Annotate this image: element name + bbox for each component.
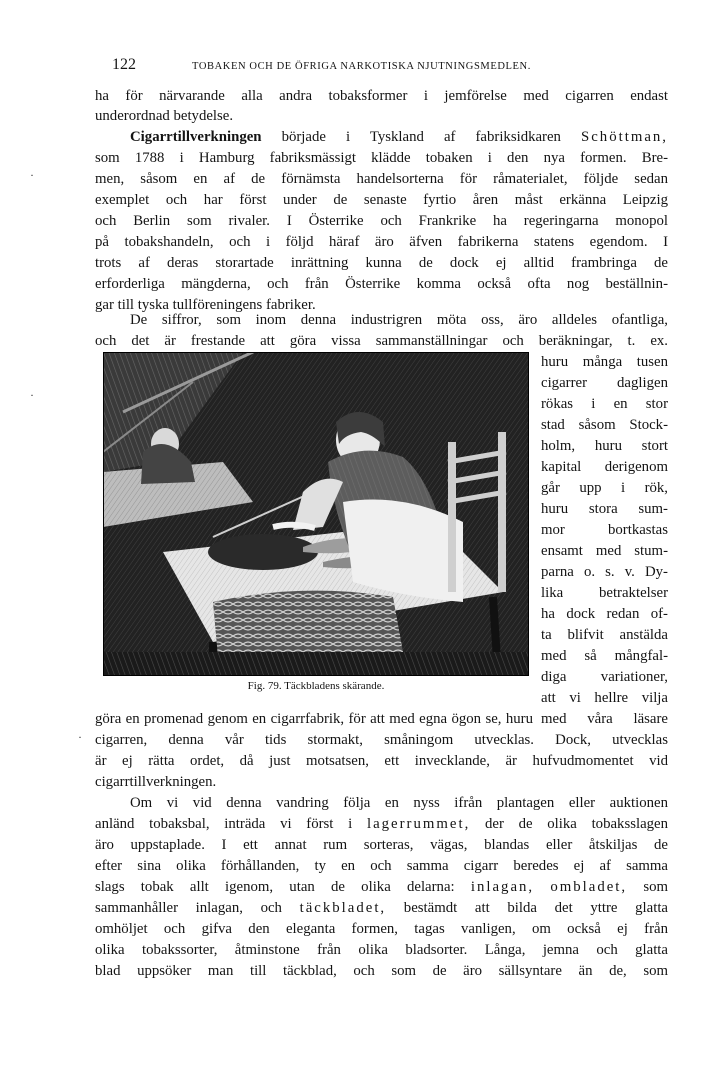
text-line: exemplet och har först under de senaste fyrtio åren måst erkänna Leipzig (95, 192, 668, 208)
text-line: ha för närvarande alla andra tobaksformer i jemförelse med cigarren endast (95, 88, 668, 104)
text-line: efter sina olika förhållanden, ty en och samma cigarr beredes ej af samma (95, 858, 668, 874)
text-line: och Berlin som rivaler. I Österrike och Frankrike ha regeringarna monopol (95, 213, 668, 229)
side-text-line: kapital derigenom (541, 459, 668, 475)
bold-term: Cigarrtillverkningen (130, 129, 262, 145)
text-span: bestämdt att bilda det yttre glatta (403, 900, 668, 916)
engraving-image (103, 352, 529, 676)
spaced-term: täckbladet, (299, 900, 387, 916)
side-text-line: med våra läsare (541, 711, 668, 727)
text-line: äro uppstaplade. I ett annat rum sorteras, vägas, blandas eller åtskiljas de (95, 837, 668, 853)
side-text-line: mor bortkastas (541, 522, 668, 538)
text-span: slags tobak allt igenom, utan de olika delarna: (95, 879, 455, 895)
spaced-term: lagerrummet, (366, 816, 471, 832)
side-text-line: holm, huru stort (541, 438, 668, 454)
side-text-line: ensamt med stum- (541, 543, 668, 559)
scan-speck: · (30, 168, 34, 182)
text-line: underordnad betydelse. (95, 108, 234, 124)
side-text-line: rökas i en stor (541, 396, 668, 412)
text-line (95, 877, 668, 897)
side-text-line: diga variationer, (541, 669, 668, 685)
side-text-line: cigarrer dagligen (541, 375, 668, 391)
text-span: började i Tyskland af fabriksidkaren (281, 129, 561, 145)
running-title: TOBAKEN OCH DE ÖFRIGA NARKOTISKA NJUTNINGSMEDLEN. (192, 61, 531, 72)
text-line: göra en promenad genom en cigarrfabrik, för att med egna ögon se, huru (95, 711, 533, 727)
text-line: cigarren, denna vår tids stormakt, småningom utvecklas. Dock, utvecklas (95, 732, 668, 748)
text-span: der de olika tobaksslagen (484, 816, 669, 832)
text-line (130, 127, 668, 147)
side-text-line: går upp i rök, (541, 480, 668, 496)
side-text-line: ta blifvit anstälda (541, 627, 668, 643)
text-line: Om vi vid denna vandring följa en nyss ifrån plantagen eller auktionen (130, 795, 668, 811)
spaced-name: Schöttman, (581, 129, 668, 145)
side-text-line: ha dock redan of- (541, 606, 668, 622)
side-text-line: huru många tusen (541, 354, 668, 370)
spaced-term: ombladet, (550, 879, 628, 895)
text-line (95, 814, 668, 834)
side-text-line: stad såsom Stock- (541, 417, 668, 433)
text-line: omhöljet och gifva den eleganta formen, tagas vanligen, om också ej från (95, 921, 668, 937)
text-line: men, såsom en af de förnämsta handelsorterna för råmaterialet, följde sedan (95, 171, 668, 187)
text-span: anländ tobaksbal, inträda vi först i (95, 816, 353, 832)
text-line: gar till tyska tullföreningens fabriker. (95, 297, 316, 313)
text-line: erforderliga mängderna, och från Österrike komma också ofta nog beställnin- (95, 276, 668, 292)
side-text-line: parna o. s. v. Dy- (541, 564, 668, 580)
text-line: på tobakshandeln, och i följd häraf äro äfven fabrikerna statens egendom. I (95, 234, 668, 250)
text-line: och det är frestande att göra vissa sammanställningar och beräkningar, t. ex. (95, 333, 668, 349)
text-line: blad uppsöker man till täckblad, och som de äro sällsyntare än de, som (95, 963, 668, 979)
scan-speck: · (30, 388, 34, 402)
illustration-figure (103, 352, 529, 676)
text-line: De siffror, som inom denna industrigren möta oss, äro alldeles ofantliga, (130, 312, 668, 328)
text-line: som 1788 i Hamburg fabriksmässigt klädde tobaken i den nya formen. Bre- (95, 150, 668, 166)
spaced-term: inlagan, (470, 879, 535, 895)
page-number: 122 (112, 56, 136, 73)
text-span: som (643, 879, 668, 895)
text-line: olika tobakssorter, åtminstone från olika bladsorter. Långa, jemna och glatta (95, 942, 668, 958)
side-text-line: att vi hellre vilja (541, 690, 668, 706)
text-line: cigarrtillverkningen. (95, 774, 217, 790)
figure-caption: Fig. 79. Täckbladens skärande. (247, 680, 385, 692)
scan-speck: · (78, 730, 82, 744)
text-line (95, 898, 668, 918)
page-header (112, 56, 672, 76)
side-text-line: med så mångfal- (541, 648, 668, 664)
text-line: trots af deras storartade inrättning kunna de dock ej alltid frambringa de (95, 255, 668, 271)
text-line: är ej rätta ordet, då just motsatsen, ett invecklande, är hufvudmomentet vid (95, 753, 668, 769)
text-span: sammanhåller inlagan, och (95, 900, 282, 916)
side-text-line: lika betraktelser (541, 585, 668, 601)
side-text-line: huru stora sum- (541, 501, 668, 517)
